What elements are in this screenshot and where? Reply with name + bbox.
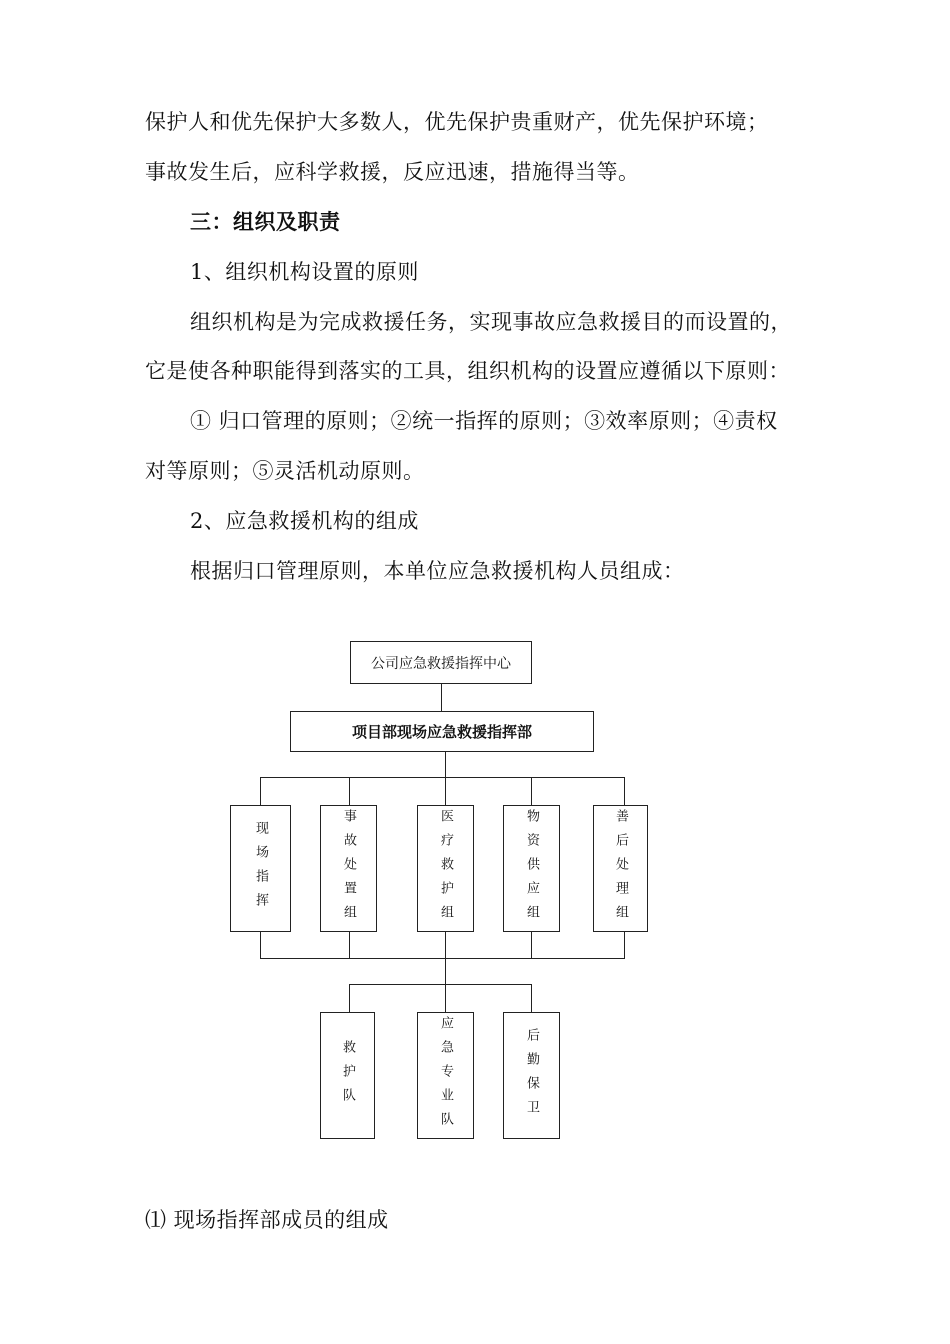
subheading-3-2: 2、应急救援机构的组成 [190,509,419,533]
text-line-3a: 组织机构是为完成救援任务，实现事故应急救援目的而设置的， [190,310,792,334]
text-line-5: 根据归口管理原则，本单位应急救援机构人员组成： [190,559,685,583]
org-team-box-1 [320,1012,375,1139]
connector-to-teams [445,958,446,984]
text-line-4a: ① 归口管理的原则；②统一指挥的原则；③效率原则；④责权 [190,409,778,433]
connector-team-1-up [349,984,350,1012]
connector-group-1-up [260,777,261,806]
text-line-3b: 它是使各种职能得到落实的工具，组织机构的设置应遵循以下原则： [145,359,790,383]
org-group-label-4: 物资供应组 [524,808,539,929]
connector-group-5-down [624,931,625,959]
connector-teams-horizontal [349,984,532,985]
org-group-label-5: 善后处理组 [613,808,628,929]
subheading-3-3: ⑴ 现场指挥部成员的组成 [145,1208,389,1232]
org-main-label: 项目部现场应急救援指挥部 [351,723,532,741]
org-group-label-1: 现场指挥 [253,820,268,917]
org-team-label-2: 应急专业队 [438,1015,453,1136]
connector-group-3-up [445,777,446,806]
connector-team-3-up [531,984,532,1012]
org-top-label: 公司应急救援指挥中心 [371,655,511,672]
connector-main-down [445,751,446,778]
connector-group-5-up [624,777,625,806]
connector-top-main [441,683,442,711]
section-heading-3: 三：组织及职责 [190,209,341,234]
org-group-box-2 [320,805,377,932]
text-line-1: 保护人和优先保护大多数人，优先保护贵重财产，优先保护环境； [145,110,769,134]
org-group-box-1 [230,805,291,932]
connector-group-3-down [445,931,446,959]
org-group-box-4 [503,805,560,932]
connector-group-4-up [531,777,532,806]
org-group-label-3: 医疗救护组 [438,808,453,929]
org-team-box-2 [417,1012,474,1139]
connector-groups-horizontal [260,777,625,778]
org-group-box-5 [593,805,648,932]
connector-groups-bottom-horizontal [260,958,625,959]
org-team-label-3: 后勤保卫 [524,1027,539,1124]
connector-group-4-down [531,931,532,959]
org-team-box-3 [503,1012,560,1139]
text-line-4b: 对等原则；⑤灵活机动原则。 [145,459,425,483]
org-team-label-1: 救护队 [340,1039,355,1112]
connector-group-1-down [260,931,261,959]
text-line-2: 事故发生后，应科学救援，反应迅速，措施得当等。 [145,160,640,184]
connector-team-2-up [445,984,446,1012]
org-group-box-3 [417,805,474,932]
org-main-box [290,711,594,752]
connector-group-2-up [349,777,350,806]
org-top-box [350,641,532,684]
connector-group-2-down [349,931,350,959]
subheading-3-1: 1、组织机构设置的原则 [190,260,419,284]
org-group-label-2: 事故处置组 [341,808,356,929]
